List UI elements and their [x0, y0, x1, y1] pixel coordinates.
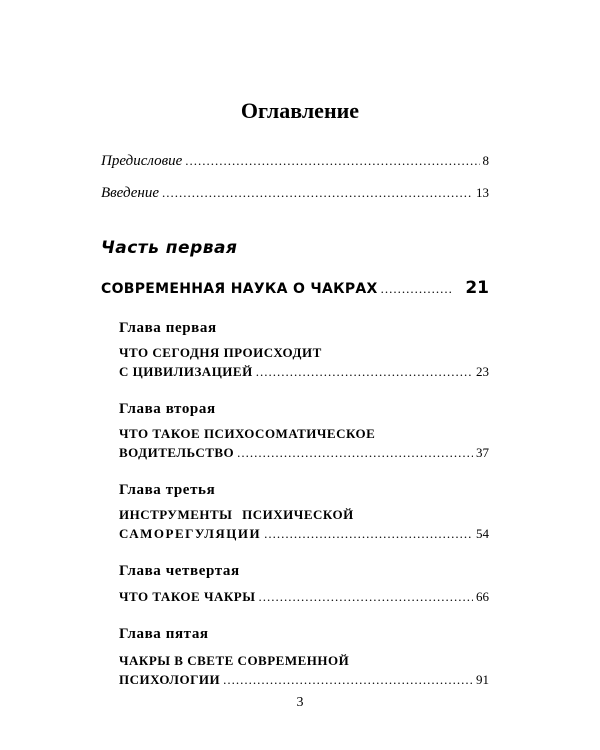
toc-entry-chapter-5[interactable] [119, 672, 489, 688]
dot-leader [185, 153, 479, 169]
chapter-title-line: ЧТО ТАКОЕ ПСИХОСОМАТИЧЕСКОЕ [119, 426, 376, 441]
dot-leader [237, 445, 473, 461]
toc-entry-part-one[interactable] [101, 278, 489, 298]
dot-leader [223, 672, 473, 688]
chapter-title-line: ЧТО ТАКОЕ ЧАКРЫ [119, 589, 256, 604]
chapter-heading: Глава пятая [119, 626, 209, 642]
part-label: Часть первая [101, 238, 238, 258]
toc-entry-chapter-4[interactable] [119, 589, 489, 605]
dot-leader [162, 185, 473, 201]
chapter-heading: Глава первая [119, 320, 217, 336]
toc-entry-chapter-2[interactable] [119, 445, 489, 461]
toc-entry-page: 37 [476, 445, 489, 460]
dot-leader [381, 281, 453, 297]
toc-entry-page: 23 [476, 364, 489, 379]
chapter-heading: Глава четвертая [119, 563, 240, 579]
dot-leader [259, 589, 473, 605]
toc-entry-label: Введение [101, 185, 159, 201]
page-title: Оглавление [240, 98, 360, 123]
chapter-heading: Глава третья [119, 482, 216, 498]
toc-entry-page: 13 [476, 185, 489, 200]
dot-leader [264, 526, 473, 542]
chapter-title-line: ЧАКРЫ В СВЕТЕ СОВРЕМЕННОЙ [119, 653, 350, 668]
chapter-title-line: С ЦИВИЛИЗАЦИЕЙ [119, 364, 253, 379]
toc-entry-page: 91 [476, 672, 489, 687]
chapter-title-line: ИНСТРУМЕНТЫ ПСИХИЧЕСКОЙ [119, 507, 354, 522]
toc-entry-page: 54 [476, 526, 489, 541]
toc-entry-page: 8 [482, 153, 489, 168]
toc-entry-preface[interactable] [101, 153, 489, 170]
toc-entry-chapter-1[interactable] [119, 364, 489, 380]
toc-entry-chapter-3[interactable] [119, 526, 489, 542]
chapter-title-line: ВОДИТЕЛЬСТВО [119, 445, 235, 460]
page-number: 3 [296, 695, 304, 710]
part-page: 21 [465, 278, 489, 298]
chapter-title-line: ЧТО СЕГОДНЯ ПРОИСХОДИТ [119, 345, 322, 360]
toc-entry-page: 66 [476, 589, 489, 604]
chapter-heading: Глава вторая [119, 401, 216, 417]
part-title: СОВРЕМЕННАЯ НАУКА О ЧАКРАХ [101, 281, 378, 297]
toc-entry-introduction[interactable] [101, 185, 489, 202]
dot-leader [256, 364, 473, 380]
chapter-title-line: САМОРЕГУЛЯЦИИ [119, 526, 262, 541]
toc-entry-label: Предисловие [101, 153, 183, 169]
chapter-title-line: ПСИХОЛОГИИ [119, 672, 221, 687]
